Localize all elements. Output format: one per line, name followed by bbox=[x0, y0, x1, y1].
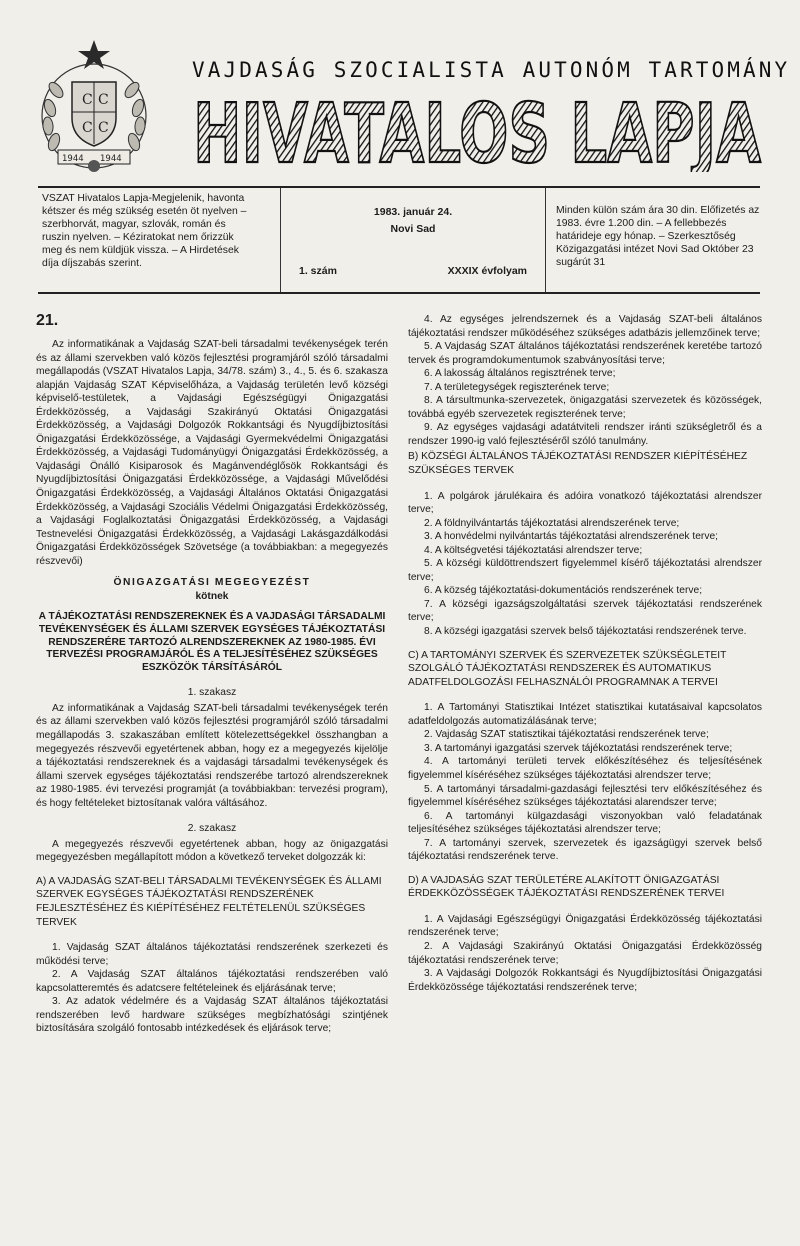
group-a-list bbox=[36, 941, 388, 1036]
agreement-title: A TÁJÉKOZTATÁSI RENDSZEREKNEK ÉS A VAJDASÁGI TÁRSADALMI TEVÉKENYSÉGEK ÉS ÁLLAMI SZERVEK EGYSÉGES TÁJÉKOZTATÁSI RENDSZERÉRE TARTOZÓ ALRENDSZEREKNEK AZ 1980-1985. ÉVI TERVEZÉSI PROGRAMJÁRÓL ÉS A TELJESÍTÉSÉHEZ SZÜKSÉGES ESZKÖZÖK TÁRSÍTÁSÁRÓL bbox=[38, 611, 386, 673]
info-bar bbox=[38, 186, 760, 294]
list-item: 3. Az adatok védelmére és a Vajdaság SZAT általános tájékoztatási rendszerében levő hardware szükséges megbízhatósági szintjének biztosítására szolgáló fontosabb intézkedések és eljárások terve; bbox=[36, 996, 388, 1035]
list-item: 6. A község tájékoztatási-dokumentációs rendszerének terve; bbox=[424, 585, 703, 597]
list-item: 4. A tartományi területi tervek előkészítéséhez és teljesítésének figyelemmel kíséréséhez szükséges tájékoztatási alrendszer terve; bbox=[408, 756, 762, 781]
list-item: 5. A községi küldöttrendszert figyelemmel kísérő tájékoztatási alrendszer terve; bbox=[408, 558, 762, 583]
list-item: 3. A honvédelmi nyilvántartás tájékoztatási alrendszerének terve; bbox=[424, 531, 718, 543]
list-item: 7. A területegységek regiszterének terve; bbox=[424, 381, 610, 393]
svg-text:C: C bbox=[98, 120, 109, 136]
list-item: 4. A költségvetési tájékoztatási alrendszer terve; bbox=[424, 544, 643, 556]
list-item: 6. A tartományi külgazdasági viszonyokban való feladatának teljesítéséhez szükséges tájékoztatási alrendszer terve; bbox=[408, 810, 762, 836]
publication-notice: VSZAT Hivatalos Lapja-Megjelenik, havonta kétszer és még szükség esetén öt nyelven – szerbhorvát, magyar, szlovák, román és ruszin nyelven. – Kéziratokat nem őrizzük meg és nem küldjük vissza. – A Hirdetések díja díjszabás szerint. bbox=[42, 193, 247, 269]
emblem-year-right: 1944 bbox=[100, 154, 122, 164]
list-item: 2. A Vajdasági Szakirányú Oktatási Önigazgatási Érdekközösség tájékoztatási rendszerének terve; bbox=[408, 940, 762, 966]
coat-of-arms-emblem bbox=[38, 38, 170, 178]
svg-text:C: C bbox=[98, 92, 109, 108]
list-item: 2. Vajdaság SZAT statisztikai tájékoztatási rendszerének terve; bbox=[424, 729, 709, 741]
list-item: 1. A Vajdasági Egészségügyi Önigazgatási Érdekközösség tájékoztatási rendszerének terve; bbox=[408, 913, 762, 939]
issue-info bbox=[280, 188, 546, 292]
list-item: 5. A Vajdaság SZAT általános tájékoztatási rendszerének keretébe tartozó tervek és programdokumentumok szabványosítási terve; bbox=[408, 341, 762, 366]
group-c-list bbox=[408, 701, 762, 864]
group-a-heading: A) A VAJDASÁG SZAT-BELI TÁRSADALMI TEVÉKENYSÉGEK ÉS ÁLLAMI SZERVEK EGYSÉGES TÁJÉKOZTATÁSI RENDSZERÉNEK FEJLESZTÉSÉHEZ ÉS KIÉPÍTÉSÉHEZ FELTÉTELENÜL SZÜKSÉGES TERVEK bbox=[36, 875, 382, 928]
masthead-title-text: HIVATALOS LAPJA bbox=[193, 92, 762, 172]
emblem-year-left: 1944 bbox=[62, 154, 84, 164]
issue-date: 1983. január 24. bbox=[373, 206, 453, 218]
group-d-list bbox=[408, 913, 762, 994]
masthead-supertitle: VAJDASÁG SZOCIALISTA AUTONÓM TARTOMÁNY bbox=[192, 58, 791, 82]
issue-number: 1. szám bbox=[299, 265, 337, 277]
svg-text:C: C bbox=[82, 120, 93, 136]
list-item: 1. Vajdaság SZAT általános tájékoztatási rendszerének szerkezeti és működési terve; bbox=[36, 942, 388, 967]
list-item: 6. A lakosság általános regisztrének terve; bbox=[424, 368, 616, 380]
list-item: 8. A községi igazgatási szervek belső tájékoztatási rendszerének terve. bbox=[424, 626, 747, 638]
group-d-heading: D) A VAJDASÁG SZAT TERÜLETÉRE ALAKÍTOTT ÖNIGAZGATÁSI ÉRDEKKÖZÖSSÉGEK TÁJÉKOZTATÁSI RENDSZERÉNEK TERVEI bbox=[408, 874, 725, 900]
agreement-subheading: kötnek bbox=[195, 590, 229, 602]
list-item: 3. A tartományi igazgatási szervek tájékoztatási rendszerének terve; bbox=[424, 742, 733, 754]
group-b-heading: B) KÖZSÉGI ÁLTALÁNOS TÁJÉKOZTATÁSI RENDSZER KIÉPÍTÉSÉHEZ SZÜKSÉGES TERVEK bbox=[408, 451, 748, 477]
list-item: 3. A Vajdasági Dolgozók Rokkantsági és Nyugdíjbiztosítási Önigazgatási Érdekközössége tájékoztatási rendszerének terve; bbox=[408, 968, 762, 993]
list-item: 1. A polgárok járulékaira és adóira vonatkozó tájékoztatási alrendszer terve; bbox=[408, 490, 762, 516]
agreement-heading: ÖNIGAZGATÁSI MEGEGYEZÉST bbox=[113, 577, 311, 589]
group-a-list-continued bbox=[408, 313, 762, 448]
section-1-text: Az informatikának a Vajdaság SZAT-beli társadalmi tevékenységek terén és az állami szervekben való közös fejlesztési programjáról szóló társadalmi megállapodás 3. szakaszában említett kötelezettségekkel összhangban a megegyezés részvevői egyetértenek abban, hogy ez a megegyezés kijelölje a tájékoztatási rendszereknek és a vajdasági társadalmi tevékenységek és állami szervek egységes tájékoztatási rendszerébe tartozó alrendszereknek az 1980-1985. évi tervezési programját (a továbbiakban: tervezési program), és hogy feltételeket biztosítanak valóra váltásához. bbox=[36, 702, 388, 809]
left-column bbox=[36, 312, 388, 1036]
list-item: 2. A földnyilvántartás tájékoztatási alrendszerének terve; bbox=[424, 517, 680, 529]
section-1-title: 1. szakasz bbox=[187, 687, 237, 699]
list-item: 1. A Tartományi Statisztikai Intézet statisztikai kutatásaival kapcsolatos adatfeldolgozás automatizálásának terve; bbox=[408, 702, 762, 727]
issue-city: Novi Sad bbox=[390, 223, 436, 235]
list-item: 5. A tartományi társadalmi-gazdasági fejlesztési terv előkészítéséhez és figyelemmel kíséréséhez szükséges tájékoztatási alarendszer terve; bbox=[408, 783, 762, 809]
list-item: 7. A községi igazságszolgáltatási szervek tájékoztatási rendszerének terve; bbox=[408, 598, 762, 624]
list-item: 9. Az egységes vajdasági adatátviteli rendszer iránti szükségletről és a rendszer 1990-ig való fejlesztéséről szóló tanulmány. bbox=[408, 422, 762, 447]
group-c-heading: C) A TARTOMÁNYI SZERVEK ÉS SZERVEZETEK SZÜKSÉGLETEIT SZOLGÁLÓ TÁJÉKOZTATÁSI RENDSZEREK ÉS AUTOMATIKUS ADATFELDOLGOZÁSI FELHASZNÁLÓI PROGRAMNAK A TERVEI bbox=[408, 649, 727, 688]
intro-paragraph: Az informatikának a Vajdaság SZAT-beli társadalmi tevékenységek terén és az állami szervekben való közös fejlesztési programjáról szóló társadalmi megállapodás (VSZAT Hivatalos Lapja, 34/78. szám) 3., 4., 5. és 6. szakasza alapján Vajdaság SZAT Képviselőháza, a Vajdaság területén levő községi képviselő-testületek, a Vajdasági Egészségügyi Önigazgatási Érdekközösség, a Vajdasági Szakirányú Oktatási Önigazgatási Érdekközösség, a Vajdasági Dolgozók Rokkantsági és Nyugdíjbiztosítási Önigazgatási Érdekközössége, a Vajdasági Gyermekvédelmi Önigazgatási Érdekközösség, a Vajdasági Tudományügyi Önigazgatási Érdekközösség, a Vajdasági Önálló Kisiparosok és Magánvendéglősök Rokkantsági és Nyugdíjbiztosítási Önigazgatási Érdekközössége, a Vajdasági Művelődési Önigazgatási Érdekközösség, a Vajdasági Általános Oktatási Önigazgatási Érdekközösség, a Vajdasági Szociális Védelmi Önigazgatási Érdekközösség, a Vajdasági Foglalkoztatási Önigazgatási Érdekközösség, a Vajdasági Testnevelési Önigazgatási Érdekközösség, a Vajdasági Lakásgazdálkodási Önigazgatási Érdekközösségek Szövetsége (a továbbiakban: a megegyezés részvevői) bbox=[36, 339, 388, 567]
section-2-title: 2. szakasz bbox=[187, 823, 237, 835]
list-item: 7. A tartományi szervek, szervezetek és igazságügyi szervek belső tájékoztatási rendszerének terve. bbox=[408, 837, 762, 863]
right-column bbox=[408, 313, 762, 994]
masthead-title bbox=[190, 92, 764, 172]
group-b-list bbox=[408, 490, 762, 639]
document-number: 21. bbox=[36, 312, 59, 329]
subscription-info: Minden külön szám ára 30 din. Előfizetés az 1983. évre 1.200 din. – A fellebbezés határideje egy hónap. – Szerkesztőség Közigazgatási intézet Novi Sad Október 23 sugárút 31 bbox=[556, 205, 760, 268]
list-item: 2. A Vajdaság SZAT általános tájékoztatási rendszerében való kapcsolatteremtés és adatcsere feltételeinek és eljárásának terve; bbox=[36, 969, 388, 994]
section-2-text: A megegyezés részvevői egyetértenek abban, hogy az önigazgatási megegyezésben megállapított módon a következő terveket dolgozzák ki: bbox=[36, 838, 388, 864]
issue-volume: XXXIX évfolyam bbox=[447, 265, 527, 277]
list-item: 4. Az egységes jelrendszernek és a Vajdaság SZAT-beli általános tájékoztatási rendszer működéséhez szükséges adatbázis jellemzőinek terve; bbox=[408, 314, 762, 339]
svg-text:C: C bbox=[82, 92, 93, 108]
list-item: 8. A társultmunka-szervezetek, önigazgatási szervezetek és közösségek, továbbá egyéb szervezetek regiszterének terve; bbox=[408, 395, 762, 420]
